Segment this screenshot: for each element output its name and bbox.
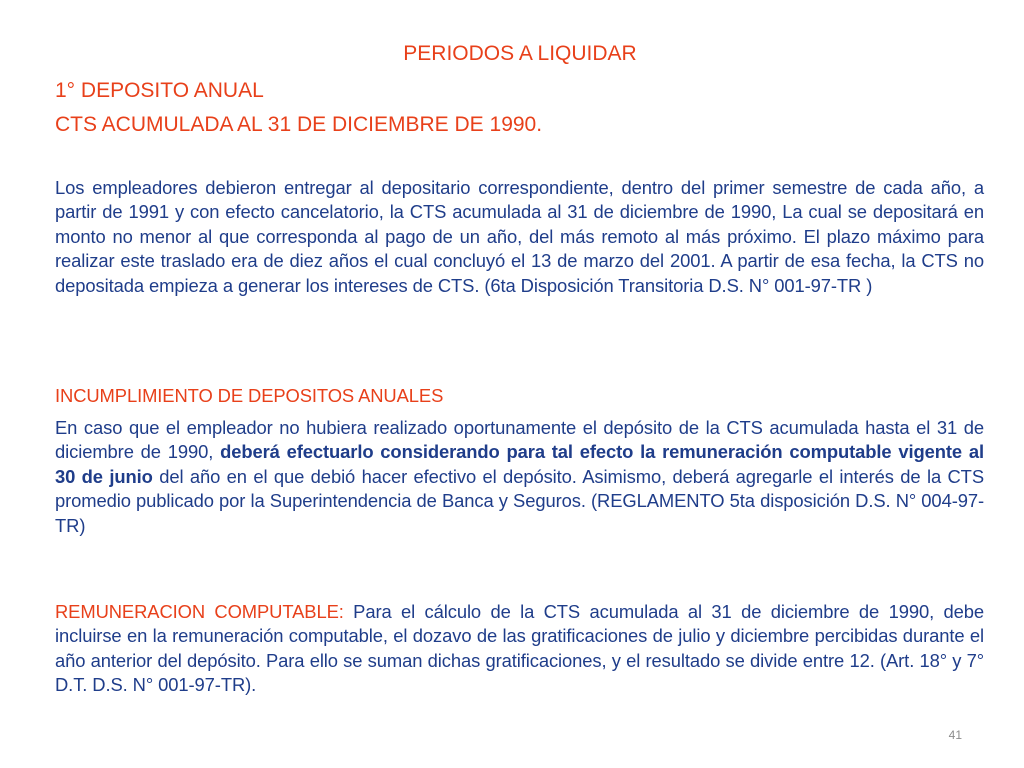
incumplimiento-text-bold: deberá efectuarlo considerando para tal efecto la remuneración computable vigente al 30 de junio: [55, 441, 984, 487]
page-number: 41: [948, 728, 962, 742]
remuneracion-text: Para el cálculo de la CTS acumulada al 31 de diciembre de 1990, debe incluirse en la remuneración computable, el dozavo de las gratificaciones de julio y diciembre percibidas durante el año anterior del depósito. Para ello se suman dichas gratificaciones, y el resultado se divide entre 12. (Art. 18° y 7° D.T. D.S. N° 001-97-TR).: [55, 601, 985, 696]
paragraph-remuneracion: [55, 600, 984, 698]
paragraph-incumplimiento: [55, 416, 984, 538]
incumplimiento-text-start: En caso que el empleador no hubiera realizado oportunamente el depósito de la CTS acumulada hasta el 31 de diciembre de 1990,: [55, 417, 984, 463]
incumplimiento-label: INCUMPLIMIENTO DE DEPOSITOS ANUALES: [55, 385, 444, 406]
slide-title: PERIODOS A LIQUIDAR: [403, 42, 637, 65]
remuneracion-label: REMUNERACION COMPUTABLE:: [55, 601, 344, 622]
paragraph-empleadores: Los empleadores debieron entregar al depositario correspondiente, dentro del primer semestre de cada año, a partir de 1991 y con efecto cancelatorio, la CTS acumulada al 31 de diciembre de 1990, La cual se depositará en monto no menor al que corresponda al pago de un año, del más remoto al más próximo. El plazo máximo para realizar este traslado era de diez años el cual concluyó el 13 de marzo del 2001. A partir de esa fecha, la CTS no depositada empieza a generar los intereses de CTS. (6ta Disposición Transitoria D.S. N° 001-97-TR ): [55, 177, 984, 296]
heading-cts-acumulada: CTS ACUMULADA AL 31 DE DICIEMBRE DE 1990.: [55, 113, 543, 136]
section-label-incumplimiento: [55, 384, 984, 408]
incumplimiento-text-end: del año en el que debió hacer efectivo el depósito. Asimismo, deberá agregarle el interés de la CTS promedio publicado por la Superintendencia de Banca y Seguros. (REGLAMENTO 5ta disposición D.S. N° 004-97-TR): [55, 465, 984, 536]
heading-deposito-anual: 1° DEPOSITO ANUAL: [55, 79, 264, 102]
